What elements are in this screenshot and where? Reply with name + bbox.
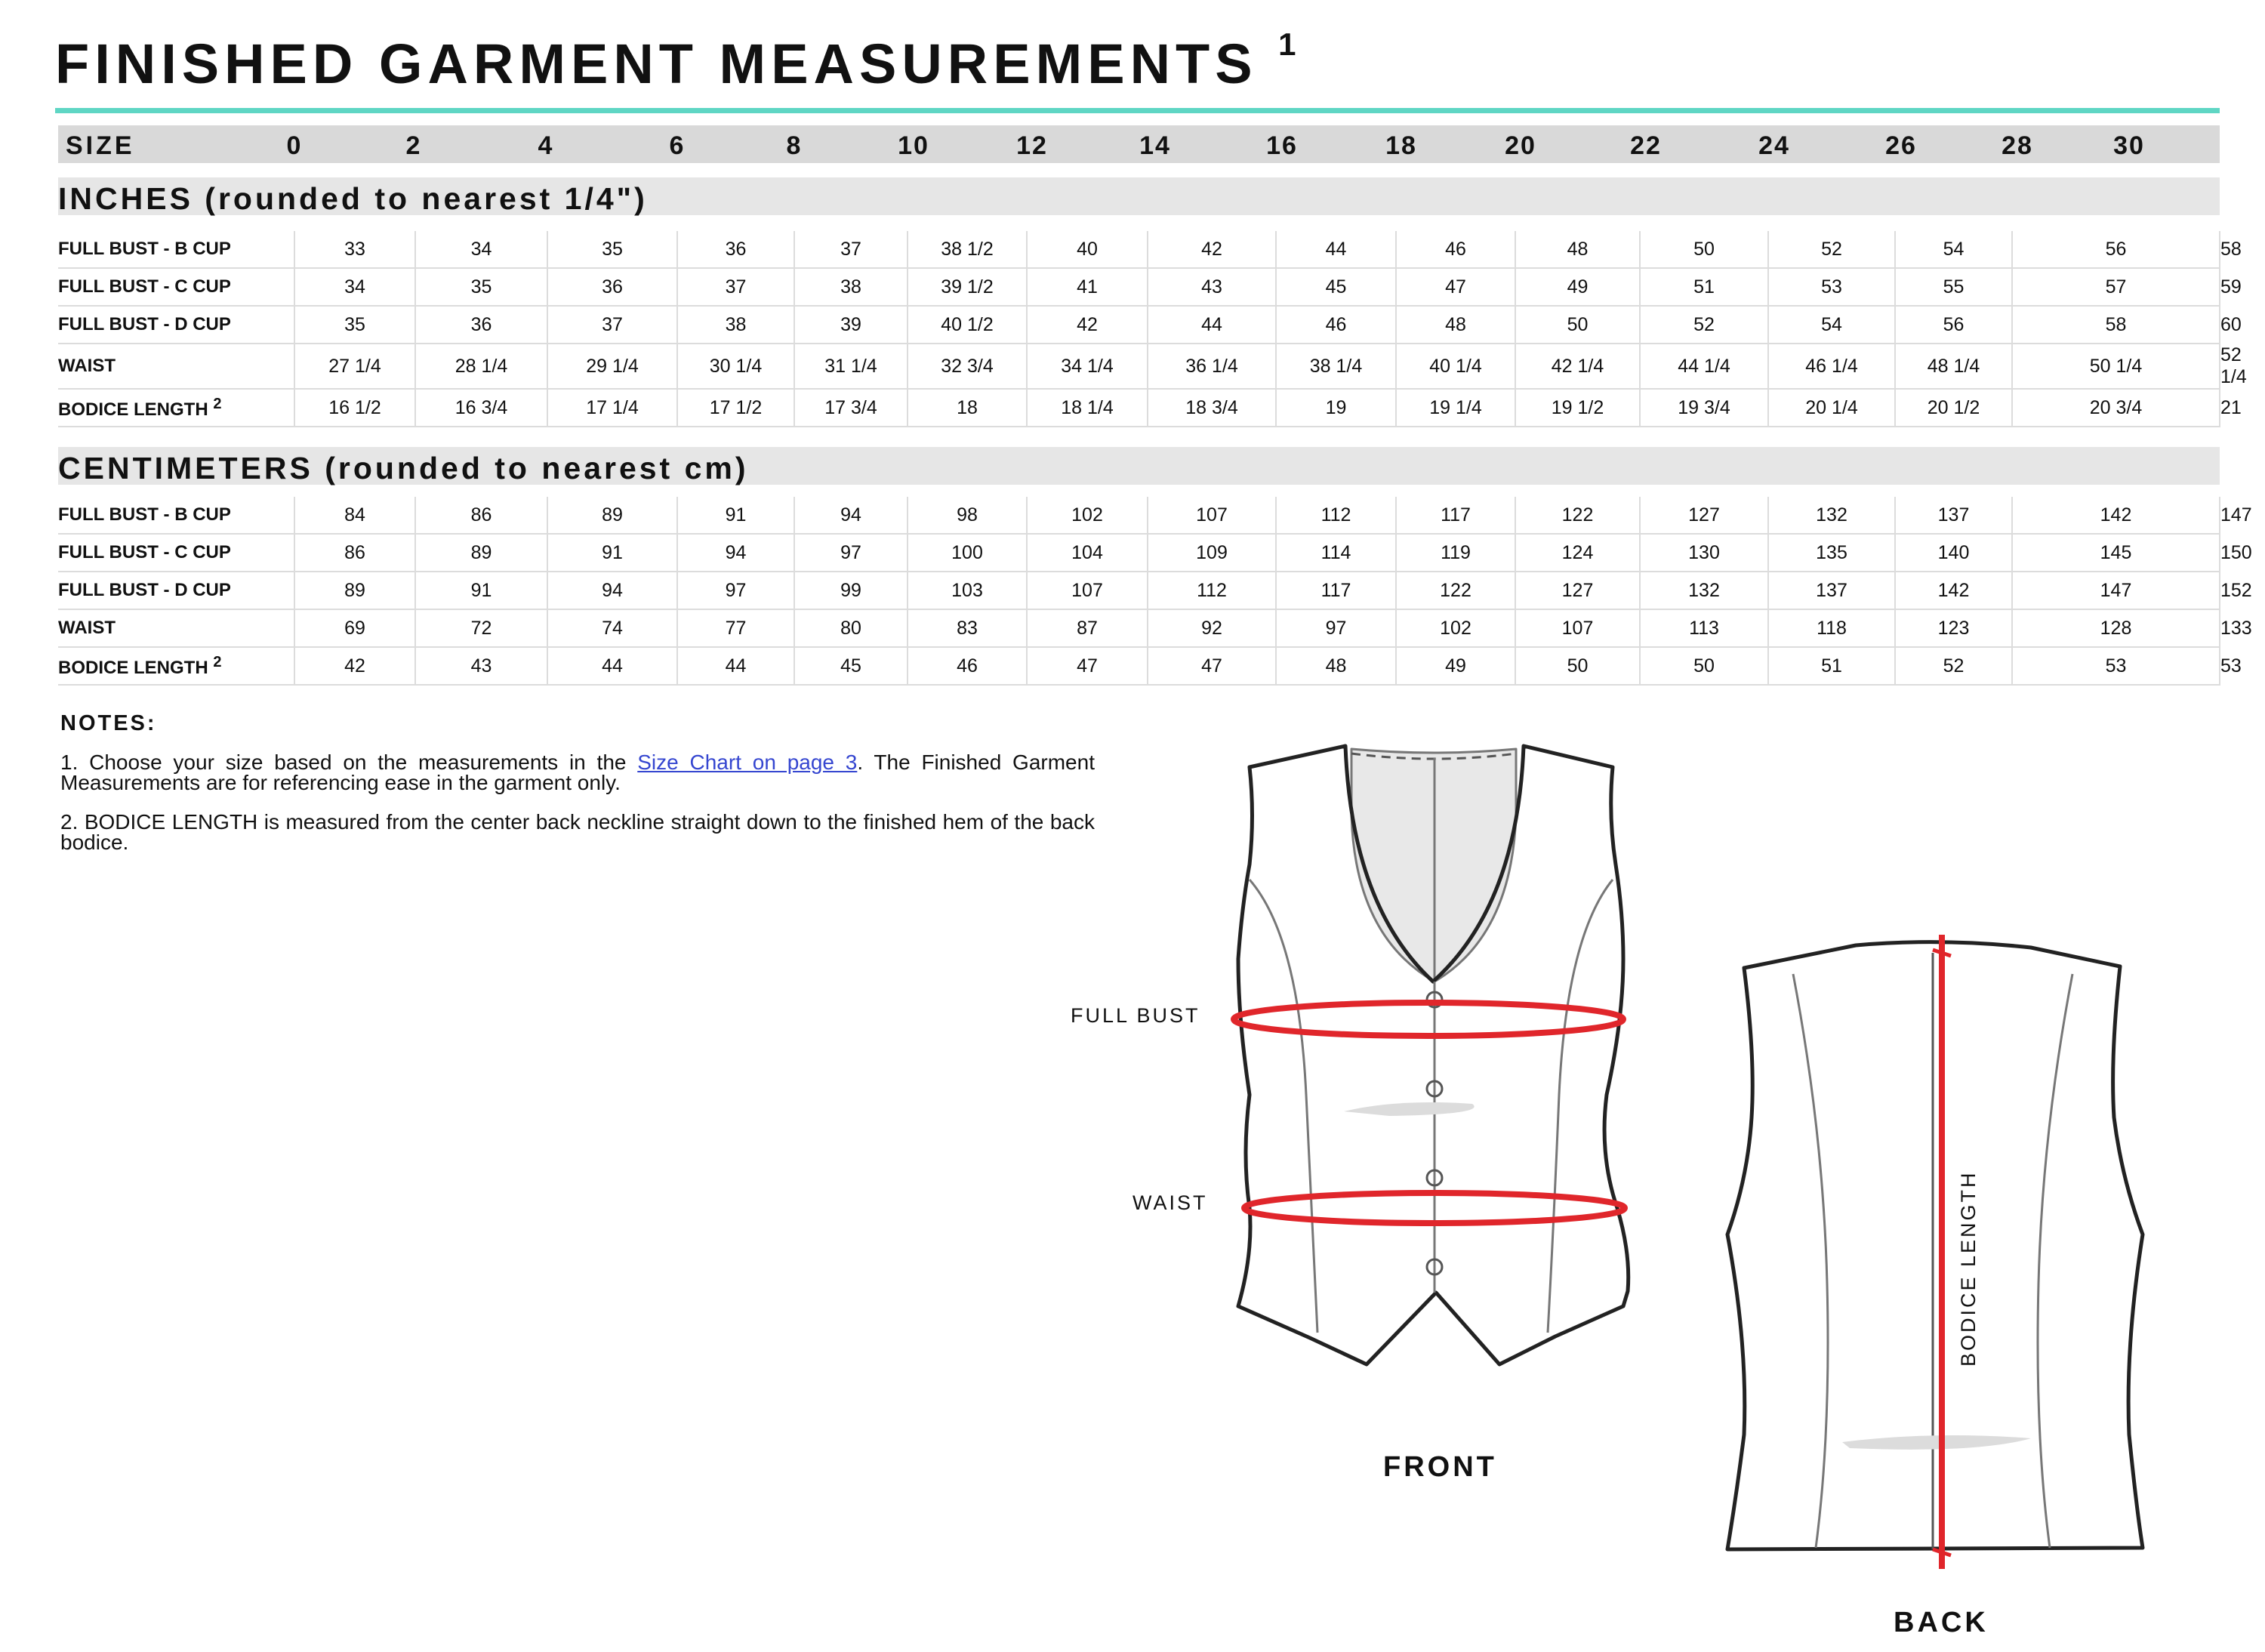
table-cell: 39 1/2 bbox=[908, 268, 1027, 306]
table-cell: 145 bbox=[2012, 534, 2220, 572]
table-cell: 50 bbox=[1515, 647, 1640, 685]
table-cell: 35 bbox=[547, 231, 677, 268]
table-cell: 118 bbox=[1768, 609, 1895, 647]
table-cell: 53 bbox=[1768, 268, 1895, 306]
table-cell: 46 1/4 bbox=[1768, 344, 1895, 389]
table-cell: 32 3/4 bbox=[908, 344, 1027, 389]
table-cell: 44 bbox=[547, 647, 677, 685]
size-header-20: 20 bbox=[1505, 131, 1536, 160]
table-cell: 47 bbox=[1396, 268, 1515, 306]
table-cell: 30 1/4 bbox=[677, 344, 794, 389]
bodice-length-label: BODICE LENGTH bbox=[1957, 1170, 1980, 1367]
row-label-text: BODICE LENGTH bbox=[58, 657, 208, 678]
table-cell: 45 bbox=[1276, 268, 1396, 306]
table-cell: 38 1/4 bbox=[1276, 344, 1396, 389]
row-label-text: FULL BUST - C CUP bbox=[58, 542, 231, 562]
table-cell: 27 1/4 bbox=[294, 344, 415, 389]
size-header-18: 18 bbox=[1385, 131, 1417, 160]
table-cell: 42 bbox=[1027, 306, 1148, 344]
table-cell: 87 bbox=[1027, 609, 1148, 647]
table-cell: 38 1/2 bbox=[908, 231, 1027, 268]
table-row: FULL BUST - D CUP 89 91 94 97 99 103 107 112 117 122 127 132 137 142 147 152 bbox=[58, 572, 2220, 609]
table-cell: 57 bbox=[2012, 268, 2220, 306]
inches-heading: INCHES (rounded to nearest 1/4") bbox=[58, 181, 648, 216]
table-cell: 84 bbox=[294, 497, 415, 534]
table-cell: 124 bbox=[1515, 534, 1640, 572]
table-row: FULL BUST - B CUP 84 86 89 91 94 98 102 107 112 117 122 127 132 137 142 147 bbox=[58, 497, 2220, 534]
table-cell: 107 bbox=[1515, 609, 1640, 647]
table-cell: 122 bbox=[1515, 497, 1640, 534]
table-cell: 48 bbox=[1276, 647, 1396, 685]
table-cell: 45 bbox=[794, 647, 908, 685]
table-cell: 103 bbox=[908, 572, 1027, 609]
size-header-22: 22 bbox=[1630, 131, 1662, 160]
table-cell: 40 bbox=[1027, 231, 1148, 268]
table-cell: 92 bbox=[1148, 609, 1276, 647]
table-cell: 94 bbox=[794, 497, 908, 534]
size-header-10: 10 bbox=[898, 131, 929, 160]
table-cell: 53 bbox=[2012, 647, 2220, 685]
table-cell: 33 bbox=[294, 231, 415, 268]
table-cell: 135 bbox=[1768, 534, 1895, 572]
table-cell: 50 bbox=[1640, 647, 1768, 685]
table-cell: 142 bbox=[2012, 497, 2220, 534]
table-cell: 37 bbox=[794, 231, 908, 268]
table-cell: 42 bbox=[1148, 231, 1276, 268]
centimeters-heading: CENTIMETERS (rounded to nearest cm) bbox=[58, 451, 749, 485]
front-shadow bbox=[1344, 1102, 1475, 1116]
table-cell: 20 1/4 bbox=[1768, 389, 1895, 427]
size-header-16: 16 bbox=[1266, 131, 1298, 160]
full-bust-label: FULL BUST bbox=[1071, 1004, 1200, 1027]
table-cell: 16 1/2 bbox=[294, 389, 415, 427]
table-cell: 98 bbox=[908, 497, 1027, 534]
table-cell: 49 bbox=[1396, 647, 1515, 685]
table-cell: 91 bbox=[415, 572, 547, 609]
row-label-text: WAIST bbox=[58, 618, 116, 638]
table-cell: 56 bbox=[1895, 306, 2012, 344]
table-cell: 17 3/4 bbox=[794, 389, 908, 427]
table-cell: 127 bbox=[1640, 497, 1768, 534]
bodice-length-measure bbox=[1933, 935, 1951, 1569]
table-cell: 35 bbox=[294, 306, 415, 344]
table-cell: 42 1/4 bbox=[1515, 344, 1640, 389]
table-cell: 86 bbox=[294, 534, 415, 572]
table-cell: 107 bbox=[1027, 572, 1148, 609]
notes-heading: NOTES: bbox=[60, 711, 157, 735]
table-cell: 17 1/2 bbox=[677, 389, 794, 427]
table-cell: 112 bbox=[1148, 572, 1276, 609]
table-cell: 97 bbox=[794, 534, 908, 572]
table-cell: 127 bbox=[1515, 572, 1640, 609]
table-cell: 50 1/4 bbox=[2012, 344, 2220, 389]
table-cell: 18 bbox=[908, 389, 1027, 427]
size-header-12: 12 bbox=[1016, 131, 1048, 160]
table-cell: 48 bbox=[1515, 231, 1640, 268]
table-cell: 44 bbox=[1148, 306, 1276, 344]
table-cell: 114 bbox=[1276, 534, 1396, 572]
table-cell: 147 bbox=[2012, 572, 2220, 609]
table-cell: 142 bbox=[1895, 572, 2012, 609]
table-cell: 36 bbox=[415, 306, 547, 344]
table-cell: 97 bbox=[1276, 609, 1396, 647]
table-cell: 52 bbox=[1895, 647, 2012, 685]
table-cell: 137 bbox=[1768, 572, 1895, 609]
row-label-text: FULL BUST - D CUP bbox=[58, 580, 231, 600]
front-vest bbox=[1238, 746, 1629, 1364]
table-cell: 49 bbox=[1515, 268, 1640, 306]
table-cell: 31 1/4 bbox=[794, 344, 908, 389]
table-cell: 48 bbox=[1396, 306, 1515, 344]
back-left-seam bbox=[1793, 974, 1828, 1548]
size-header-26: 26 bbox=[1885, 131, 1917, 160]
table-cell: 36 bbox=[547, 268, 677, 306]
table-cell: 99 bbox=[794, 572, 908, 609]
table-cell: 40 1/4 bbox=[1396, 344, 1515, 389]
size-header-30: 30 bbox=[2113, 131, 2145, 160]
table-cell: 46 bbox=[1396, 231, 1515, 268]
size-header-0: 0 bbox=[286, 131, 303, 160]
table-cell: 91 bbox=[547, 534, 677, 572]
table-cell: 19 bbox=[1276, 389, 1396, 427]
table-cell: 40 1/2 bbox=[908, 306, 1027, 344]
back-shadow bbox=[1842, 1435, 2031, 1450]
table-cell: 51 bbox=[1768, 647, 1895, 685]
table-cell: 36 bbox=[677, 231, 794, 268]
table-cell: 119 bbox=[1396, 534, 1515, 572]
table-cell: 54 bbox=[1895, 231, 2012, 268]
table-cell: 44 bbox=[677, 647, 794, 685]
table-cell: 43 bbox=[415, 647, 547, 685]
size-header-24: 24 bbox=[1758, 131, 1790, 160]
row-footnote: 2 bbox=[213, 653, 222, 670]
table-row: FULL BUST - C CUP 86 89 91 94 97 100 104 109 114 119 124 130 135 140 145 150 bbox=[58, 534, 2220, 572]
table-cell: 34 bbox=[294, 268, 415, 306]
note-1-text-end: . The Finished Garment Measurements are for referencing ease in the garment only. bbox=[60, 750, 1095, 794]
table-row: BODICE LENGTH $^2$ 16 1/2 16 3/4 17 1/4 17 1/2 17 3/4 18 18 1/4 18 3/4 19 19 1/4 19 1/2 19 3/4 20 1/4 20 1/2 20 3/4 21 bbox=[58, 389, 2220, 427]
table-cell: 39 bbox=[794, 306, 908, 344]
table-cell: 42 bbox=[294, 647, 415, 685]
size-header-14: 14 bbox=[1139, 131, 1171, 160]
table-cell: 74 bbox=[547, 609, 677, 647]
table-cell: 91 bbox=[677, 497, 794, 534]
table-cell: 54 bbox=[1768, 306, 1895, 344]
table-cell: 77 bbox=[677, 609, 794, 647]
note-2: 2. BODICE LENGTH is measured from the center back neckline straight down to the finished hem of the back bodice. bbox=[60, 810, 1095, 854]
table-cell: 16 3/4 bbox=[415, 389, 547, 427]
table-cell: 80 bbox=[794, 609, 908, 647]
row-label-text: BODICE LENGTH bbox=[58, 399, 208, 420]
table-cell: 41 bbox=[1027, 268, 1148, 306]
table-cell: 19 3/4 bbox=[1640, 389, 1768, 427]
table-cell: 55 bbox=[1895, 268, 2012, 306]
table-row: FULL BUST - C CUP 34 35 36 37 38 39 1/2 41 43 45 47 49 51 53 55 57 59 bbox=[58, 268, 2220, 306]
size-header-6: 6 bbox=[669, 131, 686, 160]
table-cell: 89 bbox=[547, 497, 677, 534]
table-cell: 46 bbox=[1276, 306, 1396, 344]
table-cell: 132 bbox=[1640, 572, 1768, 609]
front-caption: FRONT bbox=[1383, 1451, 1497, 1483]
table-cell: 37 bbox=[677, 268, 794, 306]
table-cell: 123 bbox=[1895, 609, 2012, 647]
table-cell: 38 bbox=[794, 268, 908, 306]
row-label-text: FULL BUST - D CUP bbox=[58, 314, 231, 334]
table-cell: 112 bbox=[1276, 497, 1396, 534]
table-cell: 20 1/2 bbox=[1895, 389, 2012, 427]
front-right-dart bbox=[1548, 880, 1613, 1333]
table-cell: 19 1/4 bbox=[1396, 389, 1515, 427]
table-cell: 58 bbox=[2012, 306, 2220, 344]
table-cell: 48 1/4 bbox=[1895, 344, 2012, 389]
table-cell: 46 bbox=[908, 647, 1027, 685]
row-label-text: FULL BUST - C CUP bbox=[58, 276, 231, 297]
table-cell: 50 bbox=[1640, 231, 1768, 268]
table-cell: 140 bbox=[1895, 534, 2012, 572]
back-outline bbox=[1727, 942, 2143, 1549]
size-chart-link[interactable]: Size Chart on page 3 bbox=[637, 750, 858, 774]
table-row: WAIST 27 1/4 28 1/4 29 1/4 30 1/4 31 1/4 32 3/4 34 1/4 36 1/4 38 1/4 40 1/4 42 1/4 44 1/4 46 1/4 48 1/4 50 1/4 52 1/4 bbox=[58, 344, 2247, 387]
table-cell: 83 bbox=[908, 609, 1027, 647]
table-cell: 47 bbox=[1148, 647, 1276, 685]
table-cell: 69 bbox=[294, 609, 415, 647]
table-cell: 44 1/4 bbox=[1640, 344, 1768, 389]
table-cell: 37 bbox=[547, 306, 677, 344]
table-cell: 34 1/4 bbox=[1027, 344, 1148, 389]
table-cell: 109 bbox=[1148, 534, 1276, 572]
table-cell: 137 bbox=[1895, 497, 2012, 534]
table-cell: 47 bbox=[1027, 647, 1148, 685]
table-cell: 117 bbox=[1276, 572, 1396, 609]
table-cell: 51 bbox=[1640, 268, 1768, 306]
table-cell: 56 bbox=[2012, 231, 2220, 268]
table-cell: 29 1/4 bbox=[547, 344, 677, 389]
table-cell: 43 bbox=[1148, 268, 1276, 306]
row-footnote: 2 bbox=[213, 395, 222, 412]
table-cell: 36 1/4 bbox=[1148, 344, 1276, 389]
size-header-2: 2 bbox=[405, 131, 422, 160]
table-cell: 97 bbox=[677, 572, 794, 609]
table-cell: 44 bbox=[1276, 231, 1396, 268]
table-cell: 50 bbox=[1515, 306, 1640, 344]
table-cell: 89 bbox=[415, 534, 547, 572]
page-title: FINISHED GARMENT MEASUREMENTS $^1$ bbox=[55, 26, 1302, 95]
table-cell: 117 bbox=[1396, 497, 1515, 534]
table-cell: 86 bbox=[415, 497, 547, 534]
table-cell: 34 bbox=[415, 231, 547, 268]
table-cell: 102 bbox=[1027, 497, 1148, 534]
table-cell: 113 bbox=[1640, 609, 1768, 647]
table-cell: 128 bbox=[2012, 609, 2220, 647]
size-header-28: 28 bbox=[2002, 131, 2033, 160]
table-row: BODICE LENGTH $^2$ 42 43 44 44 45 46 47 47 48 49 50 50 51 52 53 53 bbox=[58, 647, 2220, 685]
table-cell: 100 bbox=[908, 534, 1027, 572]
table-row: FULL BUST - B CUP 33 34 35 36 37 38 1/2 40 42 44 46 48 50 52 54 56 58 bbox=[58, 231, 2220, 268]
row-label-text: FULL BUST - B CUP bbox=[58, 504, 231, 525]
table-cell: 94 bbox=[677, 534, 794, 572]
back-caption: BACK bbox=[1894, 1607, 1989, 1638]
table-cell: 35 bbox=[415, 268, 547, 306]
table-cell: 38 bbox=[677, 306, 794, 344]
table-cell: 20 3/4 bbox=[2012, 389, 2220, 427]
table-cell: 72 bbox=[415, 609, 547, 647]
table-cell: 107 bbox=[1148, 497, 1276, 534]
table-cell: 132 bbox=[1768, 497, 1895, 534]
table-cell: 19 1/2 bbox=[1515, 389, 1640, 427]
table-cell: 28 1/4 bbox=[415, 344, 547, 389]
table-cell: 18 3/4 bbox=[1148, 389, 1276, 427]
row-label-text: WAIST bbox=[58, 356, 116, 376]
size-header-8: 8 bbox=[786, 131, 803, 160]
table-cell: 122 bbox=[1396, 572, 1515, 609]
size-label: SIZE bbox=[66, 131, 135, 160]
table-row: WAIST 69 72 74 77 80 83 87 92 97 102 107 113 118 123 128 133 bbox=[58, 609, 2220, 647]
table-cell: 52 bbox=[1768, 231, 1895, 268]
front-left-dart bbox=[1250, 880, 1317, 1333]
back-right-seam bbox=[2038, 974, 2072, 1548]
table-cell: 17 1/4 bbox=[547, 389, 677, 427]
table-cell: 18 1/4 bbox=[1027, 389, 1148, 427]
table-cell: 104 bbox=[1027, 534, 1148, 572]
waist-label: WAIST bbox=[1132, 1191, 1208, 1214]
table-cell: 94 bbox=[547, 572, 677, 609]
table-cell: 102 bbox=[1396, 609, 1515, 647]
table-cell: 52 bbox=[1640, 306, 1768, 344]
back-vest bbox=[1727, 942, 2143, 1549]
note-1-text: 1. Choose your size based on the measurements in the bbox=[60, 750, 638, 774]
title-footnote: 1 bbox=[1278, 26, 1302, 62]
table-cell: 89 bbox=[294, 572, 415, 609]
table-row: FULL BUST - D CUP 35 36 37 38 39 40 1/2 42 44 46 48 50 52 54 56 58 60 bbox=[58, 306, 2220, 344]
table-cell: 130 bbox=[1640, 534, 1768, 572]
size-header-4: 4 bbox=[538, 131, 554, 160]
row-label-text: FULL BUST - B CUP bbox=[58, 239, 231, 259]
